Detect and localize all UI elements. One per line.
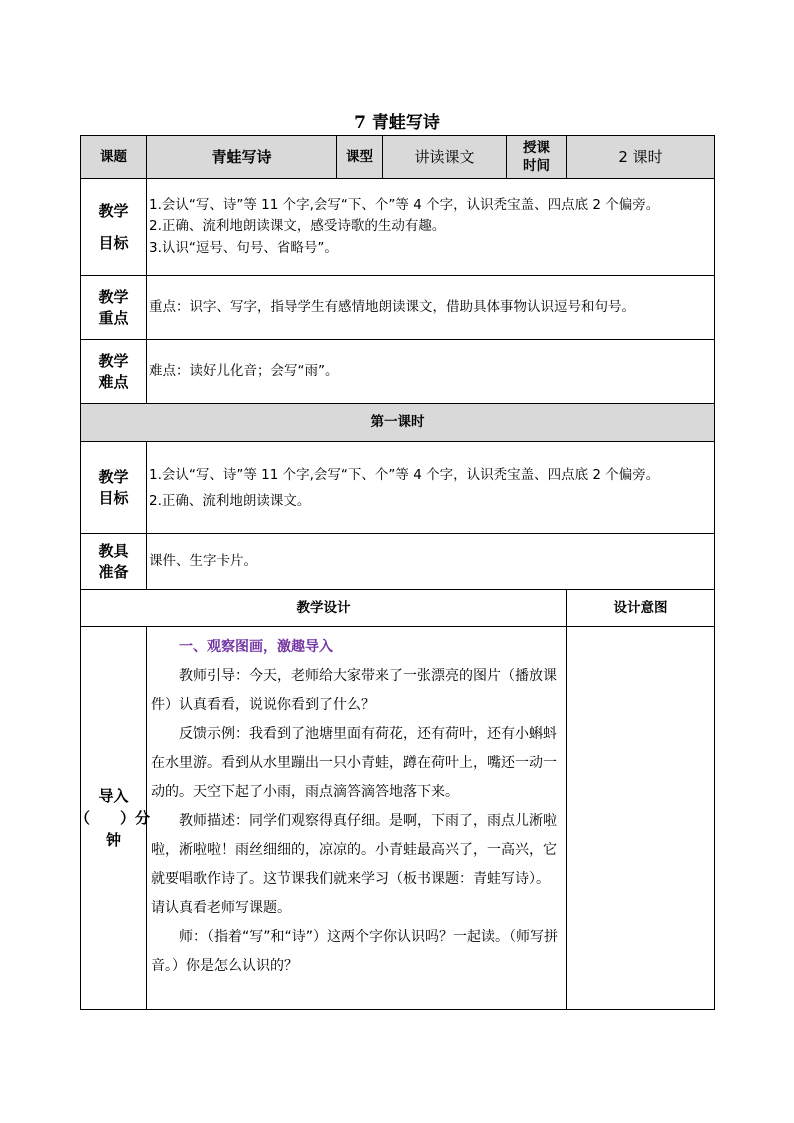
type-label: 课型 — [337, 136, 383, 179]
time-label-line-2: 时间 — [523, 158, 550, 174]
design-paragraph: 反馈示例：我看到了池塘里面有荷花，还有荷叶，还有小蝌蚪在水里游。看到从水里蹦出一只小青蛙，蹲在荷叶上，嘴还一动一动的。天空下起了小雨，雨点滴答滴答地落下来。 — [151, 726, 557, 800]
type-value: 讲读课文 — [383, 136, 507, 179]
time-value: 2 课时 — [567, 136, 715, 179]
goal-line: 2.正确、流利地朗读课文，感受诗歌的生动有趣。 — [149, 218, 446, 235]
intro-label-line-1: 导入 — [98, 787, 129, 805]
goals-label — [81, 179, 147, 276]
tools-label-line-2: 准备 — [98, 562, 129, 581]
time-label — [507, 136, 567, 179]
goals-content — [147, 179, 715, 276]
key-points-row — [81, 276, 715, 340]
intro-label-line-3: 钟 — [105, 831, 121, 849]
lesson-one-row — [81, 404, 715, 442]
key-points-label — [81, 276, 147, 340]
lesson-goals-row — [81, 442, 715, 534]
header-row — [81, 136, 715, 179]
lesson-goal-line: 1.会认“写、诗”等 11 个字,会写“下、个”等 4 个字，认识秃宝盖、四点底 2 个偏旁。 — [149, 466, 660, 483]
difficulties-label — [81, 340, 147, 404]
course-value: 青蛙写诗 — [147, 136, 337, 179]
design-paragraph: 师：（指着“写”和“诗”）这两个字你认识吗？一起读。（师写拼音。）你是怎么认识的？ — [151, 929, 559, 974]
design-content — [147, 627, 567, 1010]
key-points-label-line-1: 教学 — [98, 287, 129, 306]
goals-row — [81, 179, 715, 276]
lesson-one-title: 第一课时 — [81, 404, 715, 442]
tools-row — [81, 534, 715, 590]
design-body-row — [81, 627, 715, 1010]
tools-label-line-1: 教具 — [98, 541, 129, 560]
design-paragraph: 教师描述：同学们观察得真仔细。是啊，下雨了，雨点儿淅啦啦，淅啦啦！雨丝细细的，凉凉的。小青蛙最高兴了，一高兴，它就要唱歌作诗了。这节课我们就来学习（板书课题：青蛙写诗）。请认真看老师写课题。 — [151, 813, 557, 916]
goals-label-line-1: 教学 — [98, 202, 129, 220]
intro-label — [75, 627, 151, 1010]
key-points-label-line-2: 重点 — [98, 308, 129, 327]
lesson-goals-label — [81, 442, 147, 534]
key-points-text: 重点：识字、写字，指导学生有感情地朗读课文，借助具体事物认识逗号和句号。 — [147, 276, 715, 340]
intent-column-header: 设计意图 — [567, 590, 715, 627]
goal-line: 3.认识“逗号、句号、省略号”。 — [149, 239, 338, 256]
lesson-goal-line: 2.正确、流利地朗读课文。 — [149, 492, 311, 509]
document-title: 7 青蛙写诗 — [354, 113, 440, 133]
section-heading: 一、观察图画，激趣导入 — [179, 639, 333, 655]
design-header-row — [81, 590, 715, 627]
difficulties-label-line-1: 教学 — [98, 351, 129, 370]
design-column-header: 教学设计 — [81, 590, 567, 627]
lesson-plan-table — [75, 135, 715, 1010]
intro-label-line-2: （ ）分 — [75, 809, 151, 827]
tools-label — [81, 534, 147, 590]
course-label: 课题 — [81, 136, 147, 179]
intent-content — [567, 627, 715, 1010]
lesson-goals-label-line-2: 目标 — [98, 488, 129, 507]
difficulties-text: 难点：读好儿化音；会写“雨”。 — [147, 340, 715, 404]
goal-line: 1.会认“写、诗”等 11 个字,会写“下、个”等 4 个字，认识秃宝盖、四点底 2 个偏旁。 — [149, 196, 660, 213]
goals-label-line-2: 目标 — [98, 234, 129, 252]
tools-text: 课件、生字卡片。 — [147, 534, 715, 590]
difficulties-row — [81, 340, 715, 404]
lesson-goals-label-line-1: 教学 — [98, 467, 129, 486]
lesson-goals-content — [147, 442, 715, 534]
design-paragraph: 教师引导：今天，老师给大家带来了一张漂亮的图片（播放课件）认真看看，说说你看到了什么？ — [151, 668, 557, 713]
difficulties-label-line-2: 难点 — [98, 372, 129, 391]
time-label-line-1: 授课 — [523, 140, 550, 156]
